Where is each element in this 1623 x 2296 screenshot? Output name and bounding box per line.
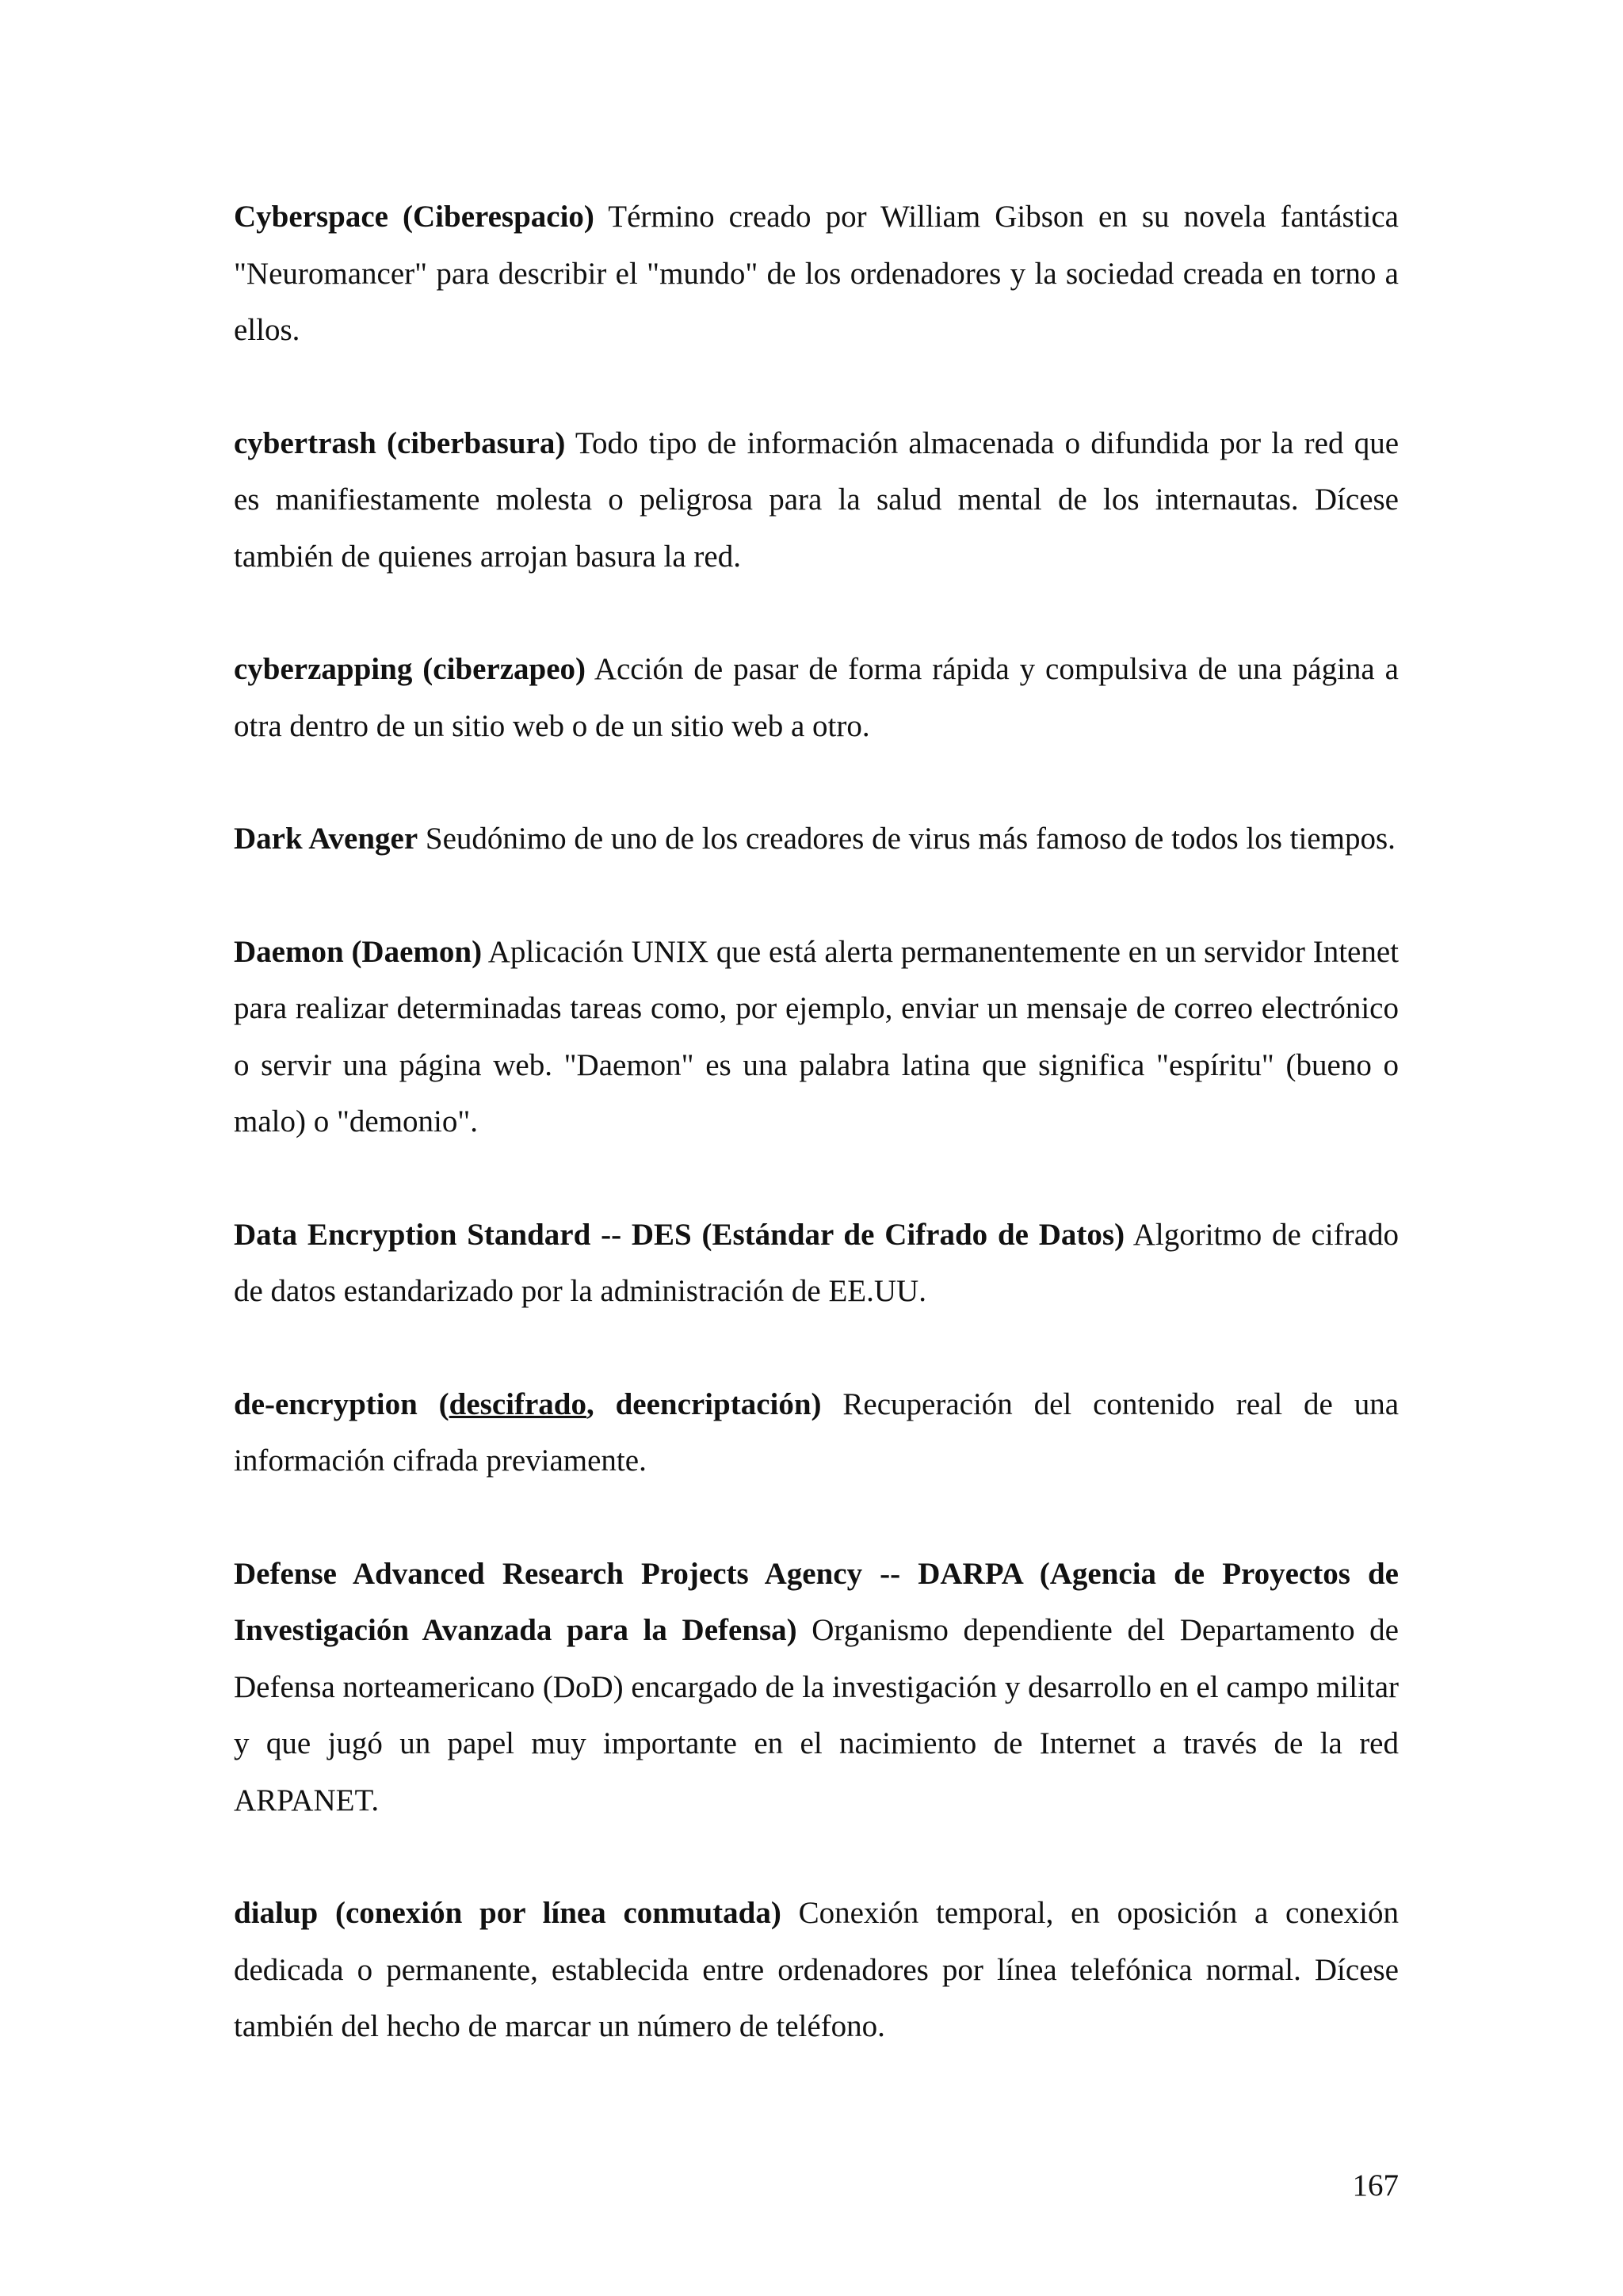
glossary-page: [234, 189, 1399, 2055]
entry-term: dialup (conexión por línea conmutada): [234, 1896, 781, 1930]
glossary-entry-darpa: [234, 1546, 1399, 1829]
entry-term-underlined: descifrado: [449, 1386, 586, 1421]
entry-term: cybertrash (ciberbasura): [234, 425, 566, 460]
entry-term: Daemon (Daemon): [234, 934, 483, 969]
entry-term-suffix: , deencriptación): [586, 1386, 822, 1421]
glossary-entry-dialup: [234, 1885, 1399, 2055]
entry-term: Data Encryption Standard -- DES (Estándar de Cifrado de Datos): [234, 1217, 1125, 1252]
entry-term: Defense Advanced Research Projects Agency -- DARPA (Agencia de Proyectos de Investigación Avanzada para la Defensa): [234, 1556, 1399, 1647]
entry-term: Cyberspace (Ciberespacio): [234, 200, 594, 234]
glossary-entry-cyberspace: [234, 189, 1399, 359]
entry-definition: Acción de pasar de forma rápida y compulsiva de una página a otra dentro de un sitio web o de un sitio web a otro.: [234, 652, 1399, 743]
entry-definition: Algoritmo de cifrado de datos estandarizado por la administración de EE.UU.: [234, 1217, 1399, 1308]
entry-definition: Conexión temporal, en oposición a conexión dedicada o permanente, establecida entre ordenadores por línea telefónica normal. Dícese también del hecho de marcar un número de teléfono.: [234, 1896, 1400, 2043]
entry-term: [234, 1387, 822, 1421]
entry-term-prefix: de-encryption (: [234, 1386, 449, 1421]
glossary-entry-de-encryption: [234, 1376, 1399, 1489]
entry-definition: Término creado por William Gibson en su novela fantástica "Neuromancer" para describir el "mundo" de los ordenadores y la sociedad creada en torno a ellos.: [234, 200, 1399, 347]
glossary-entry-daemon: [234, 924, 1399, 1150]
glossary-entry-dark-avenger: [234, 810, 1399, 868]
entry-term: Dark Avenger: [234, 822, 418, 856]
entry-definition: Recuperación del contenido real de una información cifrada previamente.: [234, 1386, 1400, 1478]
entry-definition: Todo tipo de información almacenada o difundida por la red que es manifiestamente molesta o peligrosa para la salud mental de los internautas. Dícese también de quienes arrojan basura la red.: [234, 425, 1400, 574]
entry-definition: Aplicación UNIX que está alerta permanentemente en un servidor Intenet para realizar determinadas tareas como, por ejemplo, enviar un mensaje de correo electrónico o servir una página web. "Daemon" es una palabra latina que significa "espíritu" (bueno o malo) o "demonio".: [234, 934, 1399, 1138]
glossary-entry-cyberzapping: [234, 641, 1399, 754]
entry-definition: Organismo dependiente del Departamento de Defensa norteamericano (DoD) encargado de la investigación y desarrollo en el campo militar y que jugó un papel muy importante en el nacimiento de Internet a través de la red ARPANET.: [234, 1613, 1399, 1817]
glossary-entry-des: [234, 1207, 1399, 1320]
glossary-entry-cybertrash: [234, 415, 1399, 585]
entry-definition: Seudónimo de uno de los creadores de virus más famoso de todos los tiempos.: [425, 822, 1396, 856]
page-number: 167: [1352, 2168, 1399, 2203]
entry-term: cyberzapping (ciberzapeo): [234, 652, 586, 686]
